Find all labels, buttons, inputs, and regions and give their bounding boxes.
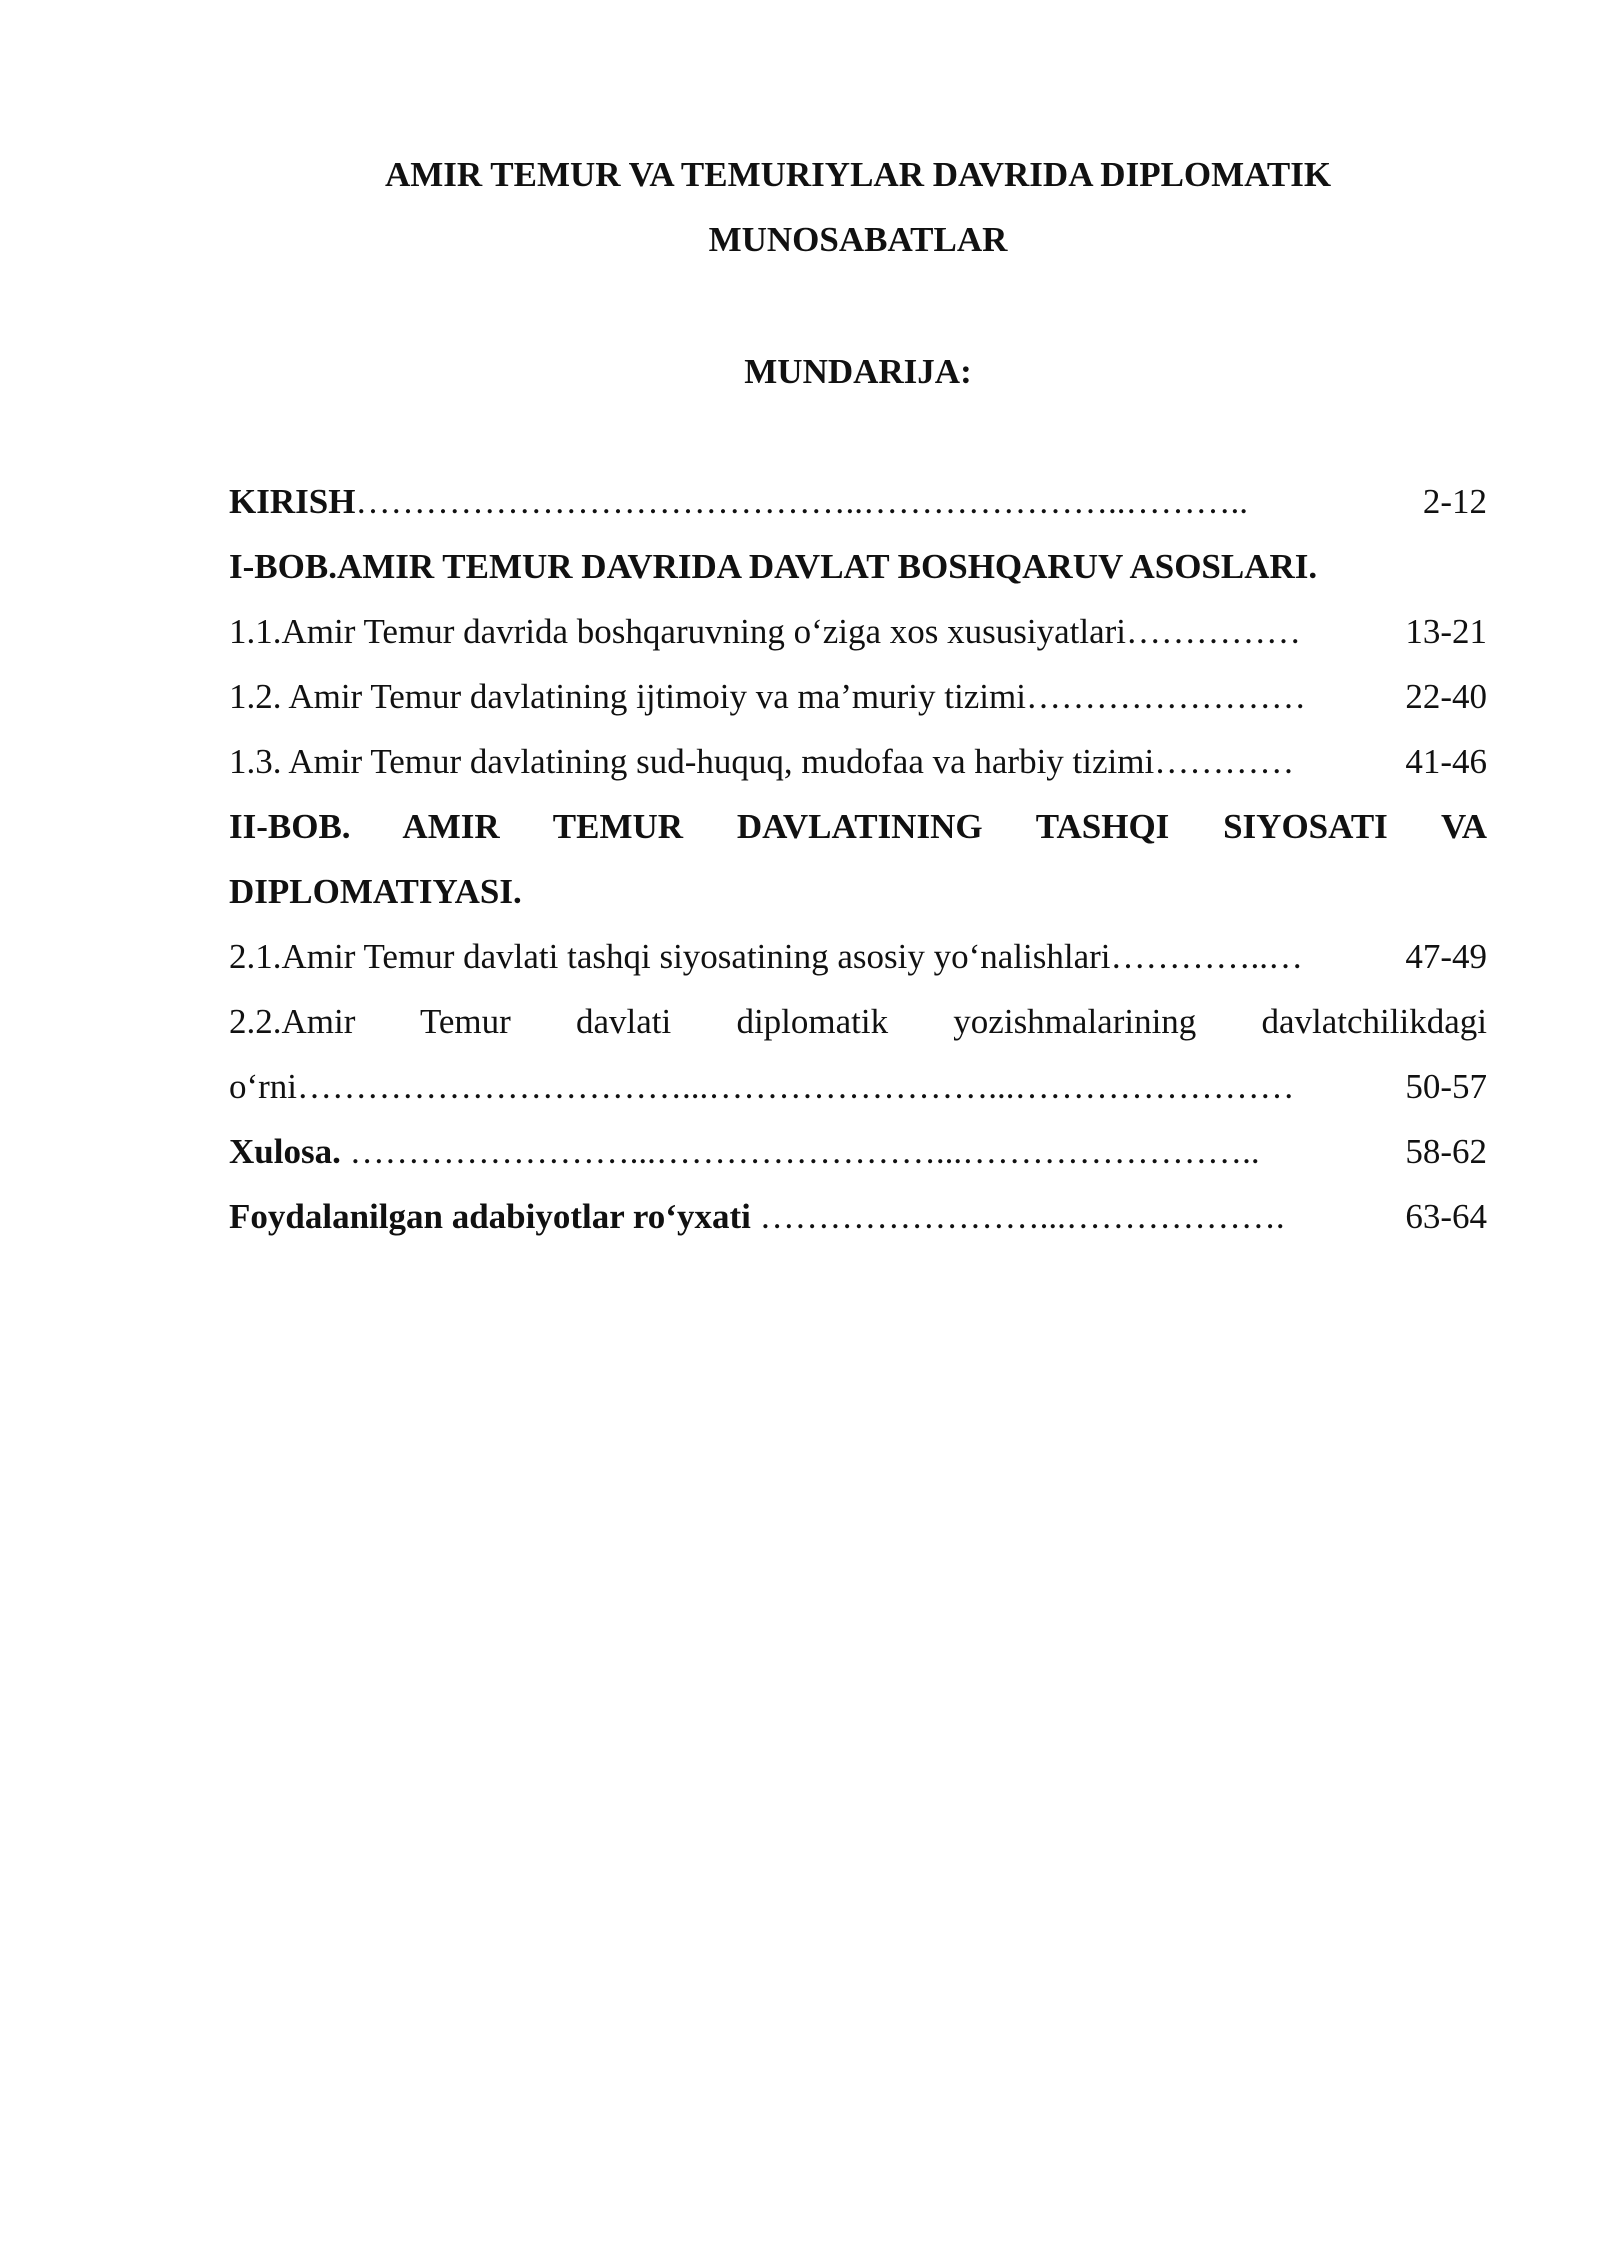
toc-entry-adabiyotlar	[229, 1184, 1487, 1249]
toc-entry-kirish	[229, 469, 1487, 534]
toc-page-number: 47-49	[1405, 937, 1487, 976]
toc-entry-label: 1.3. Amir Temur davlatining sud-huquq, mudofaa va harbiy tizimi	[229, 742, 1155, 781]
toc-chapter-2-title-line-2: DIPLOMATIYASI.	[229, 872, 522, 911]
toc-dot-leader: …………..…	[1110, 937, 1304, 976]
toc-dot-leader: …………	[1154, 742, 1295, 781]
document-title-line-2: MUNOSABATLAR	[708, 220, 1008, 259]
toc-dot-leader: ……………………...……………….	[750, 1197, 1285, 1236]
toc-chapter-1-title: I-BOB.AMIR TEMUR DAVRIDA DAVLAT BOSHQARUV ASOSLARI.	[229, 547, 1318, 586]
toc-entry-1-3	[229, 729, 1487, 794]
document-title	[229, 142, 1487, 272]
toc-page-number: 58-62	[1405, 1132, 1487, 1171]
toc-entry-2-1	[229, 924, 1487, 989]
toc-entry-1-1	[229, 599, 1487, 664]
toc-entry-xulosa	[229, 1119, 1487, 1184]
toc-entry-1-2	[229, 664, 1487, 729]
toc-entry-2-2-line-2	[229, 1054, 1487, 1119]
toc-page-number: 50-57	[1405, 1067, 1487, 1106]
toc-page-number: 2-12	[1422, 482, 1487, 521]
toc-entry-label: KIRISH	[229, 482, 356, 521]
toc-entry-label: 1.2. Amir Temur davlatining ijtimoiy va ma’muriy tizimi	[229, 677, 1026, 716]
document-title-line-1: AMIR TEMUR VA TEMURIYLAR DAVRIDA DIPLOMATIK	[384, 155, 1332, 194]
toc-page-number: 63-64	[1405, 1197, 1487, 1236]
toc-entry-label: o‘rni	[229, 1067, 298, 1106]
toc-dot-leader: ……………………...……………………...……………………..	[340, 1132, 1260, 1171]
document-content	[229, 142, 1487, 1249]
toc-dot-leader: ……………………………………..…………………..………..	[355, 482, 1248, 521]
table-of-contents	[229, 469, 1487, 1249]
toc-entry-label: Foydalanilgan adabiyotlar ro‘yxati	[229, 1197, 751, 1236]
toc-chapter-2-title-line-1: II-BOB. AMIR TEMUR DAVLATINING TASHQI SIYOSATI VA	[229, 807, 1487, 846]
toc-entry-label: Xulosa.	[229, 1132, 341, 1171]
toc-page-number: 13-21	[1405, 612, 1487, 651]
toc-page-number: 22-40	[1405, 677, 1487, 716]
toc-entry-label: 2.1.Amir Temur davlati tashqi siyosatining asosiy yo‘nalishlari	[229, 937, 1111, 976]
contents-heading: MUNDARIJA:	[744, 352, 972, 391]
toc-page-number: 41-46	[1405, 742, 1487, 781]
toc-dot-leader: ……………………	[1025, 677, 1306, 716]
toc-entry-2-2-line-1: 2.2.Amir Temur davlati diplomatik yozishmalarining davlatchilikdagi	[229, 1002, 1487, 1041]
toc-dot-leader: ……………	[1126, 612, 1302, 651]
toc-entry-label: 1.1.Amir Temur davrida boshqaruvning o‘ziga xos xususiyatlari	[229, 612, 1127, 651]
toc-dot-leader: ……………………………...……………………...……………………	[297, 1067, 1295, 1106]
